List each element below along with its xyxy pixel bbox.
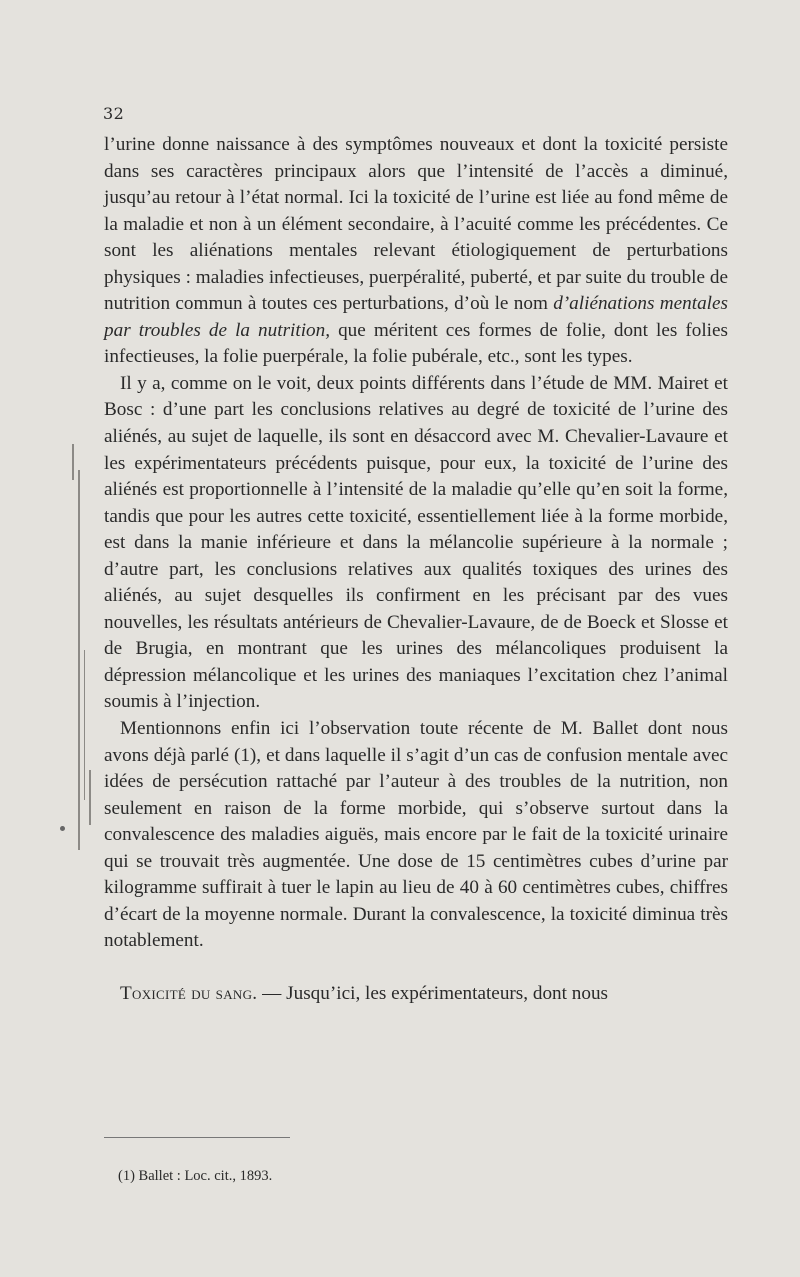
margin-pencil-mark [78,470,80,850]
paragraph: l’urine donne naissance à des symptômes nouveaux et dont la toxicité persiste dans ses caractères principaux alors que l’intensité de l’accès a diminué, jusqu’au retour à l’état normal. Ici la toxicité de l’urine est liée au fond même de la maladie et non à un élément secondaire, à l’acuité comme les précédentes. Ce sont les aliénations mentales relevant étiologiquement de perturbations physiques : maladies infectieuses, puerpéralité, puberté, et par suite du trouble de nutrition commun à toutes ces perturbations, d’où le nom d’aliénations mentales par troubles de la nutrition, que méritent ces formes de folie, dont les folies infectieuses, la folie puerpérale, la folie pubérale, etc., sont les types. [104,134,728,368]
margin-pencil-mark [89,770,91,825]
section-heading: Toxicité du sang. [120,982,258,1004]
paragraph: Mentionnons enfin ici l’observation toute récente de M. Ballet dont nous avons déjà parlé (1), et dans laquelle il s’agit d’un cas de confusion mentale avec idées de persécution rattaché par l’auteur à des troubles de la nutrition, non seulement en raison de la forme morbide, qui s’observe surtout dans la convalescence des maladies aiguës, mais encore par le fait de la toxicité urinaire qui se trouvait très augmentée. Une dose de 15 centimètres cubes d’urine par kilogramme suffirait à tuer le lapin au lieu de 40 à 60 centimètres cubes, chiffres d’écart de la moyenne normale. Durant la convalescence, la toxicité diminua très notablement. [104,718,728,952]
footnote: (1) Ballet : Loc. cit., 1893. [118,1168,273,1184]
italic-phrase: d’aliénations mentales par troubles de la nutrition, [104,293,728,341]
page-number: 32 [103,104,125,123]
margin-ink-dot [60,826,65,831]
footnote-divider [104,1137,290,1138]
section-paragraph: Toxicité du sang. — Jusqu’ici, les expérimentateurs, dont nous [120,982,609,1004]
margin-pencil-mark [72,444,74,480]
paragraph: Il y a, comme on le voit, deux points différents dans l’étude de MM. Mairet et Bosc : d’une part les conclusions relatives au degré de toxicité de l’urine des aliénés, au sujet de laquelle, ils sont en désaccord avec M. Chevalier-Lavaure et les expérimentateurs précédents puisque, pour eux, la toxicité de l’urine des aliénés est proportionnelle à l’intensité de la maladie qu’elle qu’en soit la forme, tandis que pour les autres cette toxicité, essentiellement liée à la forme morbide, est dans la manie inférieure et dans la mélancolie supérieure à la normale ; d’autre part, les conclusions relatives aux qualités toxiques des urines des aliénés, au sujet desquelles ils confirment en les précisant par des vues nouvelles, les résultats antérieurs de Chevalier-Lavaure, de de Boeck et Slosse et de Brugia, en montrant que les urines des mélancoliques produisent la dépression mélancolique et les urines des maniaques l’excitation chez l’animal soumis à l’injection. [104,372,728,713]
body-text [104,132,728,1008]
margin-pencil-mark [84,650,85,800]
